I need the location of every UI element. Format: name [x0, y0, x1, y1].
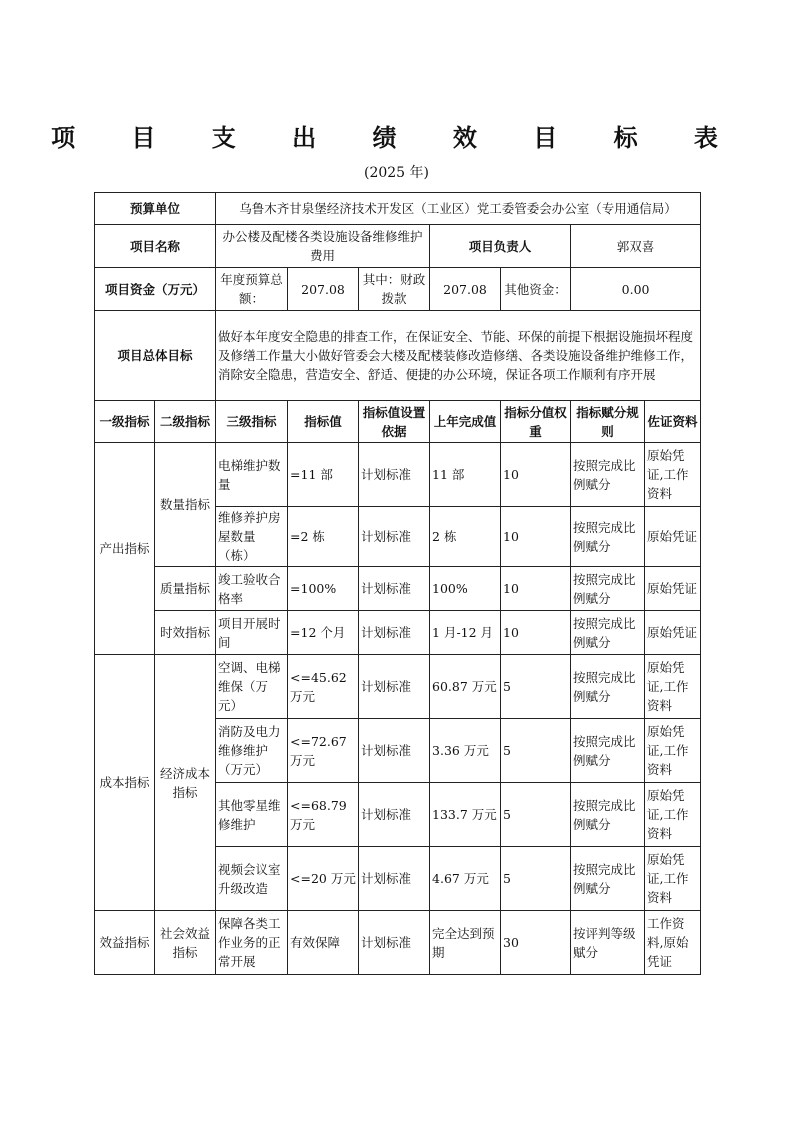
- last-year-cell: 3.36 万元: [430, 719, 501, 783]
- header-row: [95, 401, 701, 443]
- last-year-cell: 2 栋: [430, 507, 501, 567]
- level3-cell: 空调、电梯维保（万元）: [216, 655, 288, 719]
- value-cell: =2 栋: [288, 507, 359, 567]
- rule-cell: 按照完成比例赋分: [571, 611, 645, 655]
- unit-row: [95, 193, 701, 225]
- unit-label: 预算单位: [95, 193, 216, 225]
- last-year-cell: 11 部: [430, 443, 501, 507]
- rule-cell: 按照完成比例赋分: [571, 443, 645, 507]
- level3-cell: 保障各类工作业务的正常开展: [216, 911, 288, 975]
- value-cell: 有效保障: [288, 911, 359, 975]
- goal-label: 项目总体目标: [95, 311, 216, 401]
- evidence-cell: 原始凭证: [645, 567, 701, 611]
- rule-cell: 按照完成比例赋分: [571, 507, 645, 567]
- performance-table: [94, 192, 701, 975]
- evidence-cell: 工作资料,原始凭证: [645, 911, 701, 975]
- owner-value: 郭双喜: [571, 225, 701, 268]
- value-cell: <=72.67 万元: [288, 719, 359, 783]
- page-title: 项 目 支 出 绩 效 目 标 表: [51, 124, 742, 152]
- last-year-cell: 133.7 万元: [430, 783, 501, 847]
- weight-cell: 30: [501, 911, 571, 975]
- evidence-cell: 原始凭证,工作资料: [645, 783, 701, 847]
- other-fund-label: 其他资金：: [501, 268, 571, 311]
- project-name-value: 办公楼及配楼各类设施设备维修维护费用: [216, 225, 430, 268]
- header-evidence: 佐证资料: [645, 401, 701, 443]
- level3-cell: 项目开展时间: [216, 611, 288, 655]
- weight-cell: 5: [501, 655, 571, 719]
- last-year-cell: 完全达到预期: [430, 911, 501, 975]
- level3-cell: 消防及电力维修维护（万元）: [216, 719, 288, 783]
- rule-cell: 按照完成比例赋分: [571, 783, 645, 847]
- table-row: [95, 567, 701, 611]
- annual-budget-label: 年度预算总额：: [216, 268, 288, 311]
- evidence-cell: 原始凭证,工作资料: [645, 443, 701, 507]
- annual-budget-value: 207.08: [288, 268, 359, 311]
- rule-cell: 按评判等级赋分: [571, 911, 645, 975]
- basis-cell: 计划标准: [359, 655, 430, 719]
- weight-cell: 10: [501, 611, 571, 655]
- weight-cell: 5: [501, 719, 571, 783]
- level1-output: 产出指标: [95, 443, 155, 655]
- basis-cell: 计划标准: [359, 567, 430, 611]
- header-value: 指标值: [288, 401, 359, 443]
- evidence-cell: 原始凭证,工作资料: [645, 655, 701, 719]
- rule-cell: 按照完成比例赋分: [571, 567, 645, 611]
- level2-social-benefit: 社会效益指标: [155, 911, 216, 975]
- basis-cell: 计划标准: [359, 611, 430, 655]
- last-year-cell: 100%: [430, 567, 501, 611]
- table-row: [95, 911, 701, 975]
- value-cell: =100%: [288, 567, 359, 611]
- evidence-cell: 原始凭证,工作资料: [645, 719, 701, 783]
- header-level3: 三级指标: [216, 401, 288, 443]
- page-year: (2025 年): [363, 165, 429, 181]
- weight-cell: 10: [501, 443, 571, 507]
- header-basis: 指标值设置依据: [359, 401, 430, 443]
- header-rule: 指标赋分规则: [571, 401, 645, 443]
- other-fund-value: 0.00: [571, 268, 701, 311]
- weight-cell: 5: [501, 847, 571, 911]
- weight-cell: 5: [501, 783, 571, 847]
- goal-text: 做好本年度安全隐患的排查工作，在保证安全、节能、环保的前提下根据设施损坏程度及修缮工作量大小做好管委会大楼及配楼装修改造修缮、各类设施设备维护维修工作，消除安全隐患，营造安全、舒适、便捷的办公环境，保证各项工作顺利有序开展: [216, 311, 701, 401]
- value-cell: <=45.62 万元: [288, 655, 359, 719]
- evidence-cell: 原始凭证: [645, 507, 701, 567]
- weight-cell: 10: [501, 567, 571, 611]
- basis-cell: 计划标准: [359, 443, 430, 507]
- table-row: [95, 655, 701, 719]
- fund-row: [95, 268, 701, 311]
- basis-cell: 计划标准: [359, 783, 430, 847]
- level2-quantity: 数量指标: [155, 443, 216, 567]
- header-last-year: 上年完成值: [430, 401, 501, 443]
- evidence-cell: 原始凭证,工作资料: [645, 847, 701, 911]
- level3-cell: 电梯维护数量: [216, 443, 288, 507]
- value-cell: <=20 万元: [288, 847, 359, 911]
- owner-label: 项目负责人: [430, 225, 571, 268]
- last-year-cell: 4.67 万元: [430, 847, 501, 911]
- basis-cell: 计划标准: [359, 719, 430, 783]
- header-level2: 二级指标: [155, 401, 216, 443]
- level3-cell: 维修养护房屋数量（栋）: [216, 507, 288, 567]
- project-name-row: [95, 225, 701, 268]
- header-level1: 一级指标: [95, 401, 155, 443]
- rule-cell: 按照完成比例赋分: [571, 719, 645, 783]
- value-cell: =12 个月: [288, 611, 359, 655]
- basis-cell: 计划标准: [359, 507, 430, 567]
- rule-cell: 按照完成比例赋分: [571, 655, 645, 719]
- level2-economic-cost: 经济成本指标: [155, 655, 216, 911]
- table-row: [95, 611, 701, 655]
- fiscal-fund-label: 其中：财政拨款: [359, 268, 430, 311]
- level1-benefit: 效益指标: [95, 911, 155, 975]
- basis-cell: 计划标准: [359, 911, 430, 975]
- basis-cell: 计划标准: [359, 847, 430, 911]
- last-year-cell: 60.87 万元: [430, 655, 501, 719]
- fund-label: 项目资金（万元）: [95, 268, 216, 311]
- level2-timeliness: 时效指标: [155, 611, 216, 655]
- level3-cell: 其他零星维修维护: [216, 783, 288, 847]
- weight-cell: 10: [501, 507, 571, 567]
- unit-value: 乌鲁木齐甘泉堡经济技术开发区（工业区）党工委管委会办公室（专用通信局）: [216, 193, 701, 225]
- level2-quality: 质量指标: [155, 567, 216, 611]
- rule-cell: 按照完成比例赋分: [571, 847, 645, 911]
- value-cell: =11 部: [288, 443, 359, 507]
- goal-row: [95, 311, 701, 401]
- last-year-cell: 1 月-12 月: [430, 611, 501, 655]
- level3-cell: 视频会议室升级改造: [216, 847, 288, 911]
- table-row: [95, 443, 701, 507]
- level3-cell: 竣工验收合格率: [216, 567, 288, 611]
- project-name-label: 项目名称: [95, 225, 216, 268]
- header-weight: 指标分值权重: [501, 401, 571, 443]
- evidence-cell: 原始凭证: [645, 611, 701, 655]
- value-cell: <=68.79 万元: [288, 783, 359, 847]
- fiscal-fund-value: 207.08: [430, 268, 501, 311]
- level1-cost: 成本指标: [95, 655, 155, 911]
